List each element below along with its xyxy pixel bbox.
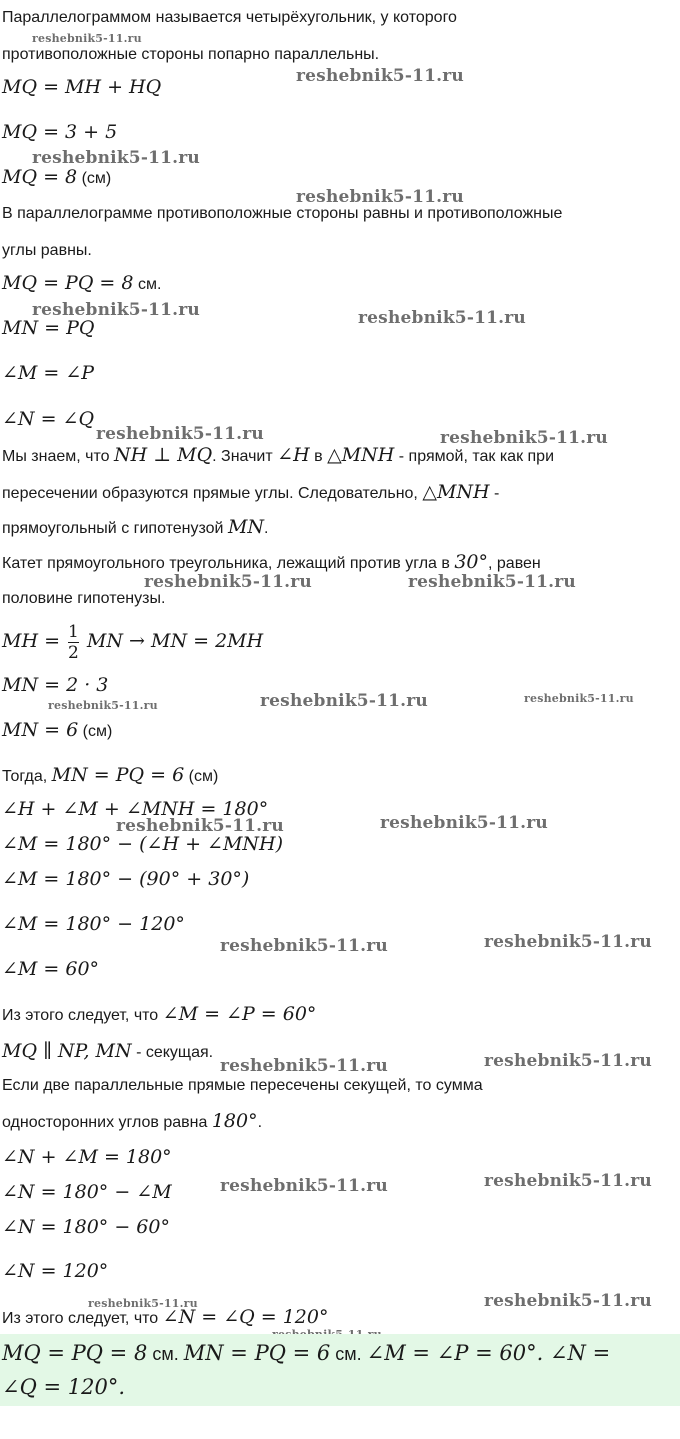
fraction-equation: MH = $\frac{1}{2}$ MN → MN = 2MH [2, 621, 264, 663]
watermark: reshebnik5-11.ru [358, 308, 526, 328]
answer-box [0, 1334, 680, 1406]
paragraph-line: Мы знаем, что NH ⊥ MQ. Значит ∠H в △MNH - прямой, так как при [2, 444, 555, 466]
equation-line [2, 166, 111, 190]
unit-text: (см) [81, 170, 112, 187]
equation: ∠M = 60° [2, 958, 100, 980]
paragraph-line: прямоугольный с гипотенузой MN. [2, 516, 269, 538]
watermark: reshebnik5-11.ru [440, 428, 608, 448]
equation: MN = PQ = 6 [51, 764, 185, 786]
equation: MQ = 3 + 5 [2, 121, 118, 143]
watermark: reshebnik5-11.ru [484, 932, 652, 952]
equation-line [2, 719, 112, 743]
equation: MN = 2 · 3 [2, 674, 109, 696]
watermark: reshebnik5-11.ru [296, 66, 464, 86]
watermark: reshebnik5-11.ru [220, 1056, 388, 1076]
watermark: reshebnik5-11.ru [484, 1171, 652, 1191]
equation-line: Тогда, MN = PQ = 6 (см) [2, 764, 219, 786]
equation: ∠M = 180° − (∠H + ∠MNH) [2, 833, 284, 855]
answer-line-2: ∠Q = 120°. [2, 1375, 126, 1399]
intro-line-2: противоположные стороны попарно параллельны. [2, 46, 380, 63]
equation: ∠N = 180° − 60° [2, 1216, 170, 1238]
paragraph-line: Из этого следует, что ∠M = ∠P = 60° [2, 1003, 317, 1025]
equation: ∠M = ∠P [2, 362, 95, 384]
watermark: reshebnik5-11.ru [296, 187, 464, 207]
watermark: reshebnik5-11.ru [144, 572, 312, 592]
answer-line-1: MQ = PQ = 8 см. MN = PQ = 6 см. ∠M = ∠P = 60°. ∠N = [2, 1341, 611, 1365]
watermark: reshebnik5-11.ru [48, 699, 158, 712]
equation: MQ = MH + HQ [2, 76, 162, 98]
equation: MQ = 8 [2, 166, 78, 188]
equation: ∠H + ∠M + ∠MNH = 180° [2, 798, 269, 820]
unit-text: (см) [188, 768, 219, 785]
watermark: reshebnik5-11.ru [32, 300, 200, 320]
equation: MQ = PQ = 8 [2, 272, 134, 294]
watermark: reshebnik5-11.ru [88, 1297, 198, 1310]
equation: ∠N = 120° [2, 1260, 109, 1282]
watermark: reshebnik5-11.ru [116, 816, 284, 836]
watermark: reshebnik5-11.ru [408, 572, 576, 592]
watermark: reshebnik5-11.ru [220, 936, 388, 956]
equation: ∠N = 180° − ∠M [2, 1181, 172, 1203]
watermark: reshebnik5-11.ru [32, 148, 200, 168]
paragraph-line: пересечении образуются прямые углы. Следовательно, △MNH - [2, 481, 500, 503]
watermark: reshebnik5-11.ru [380, 813, 548, 833]
paragraph-line: углы равны. [2, 242, 92, 259]
equation: MN = PQ [2, 317, 95, 339]
paragraph-line: В параллелограмме противоположные стороны равны и противоположные [2, 205, 563, 222]
paragraph-line: Из этого следует, что ∠N = ∠Q = 120° [2, 1306, 329, 1328]
watermark: reshebnik5-11.ru [96, 424, 264, 444]
watermark: reshebnik5-11.ru [484, 1291, 652, 1311]
unit-text: (см) [82, 723, 113, 740]
paragraph-line: половине гипотенузы. [2, 590, 166, 607]
watermark: reshebnik5-11.ru [484, 1051, 652, 1071]
paragraph-line: Катет прямоугольного треугольника, лежащий против угла в 30°, равен [2, 551, 541, 573]
paragraph-line: односторонних углов равна 180°. [2, 1110, 263, 1132]
equation: MN = 6 [2, 719, 79, 741]
paragraph-line: Если две параллельные прямые пересечены секущей, то сумма [2, 1077, 483, 1094]
unit-text: см. [137, 276, 162, 293]
watermark: reshebnik5-11.ru [220, 1176, 388, 1196]
paragraph-line: MQ ∥ NP, MN - секущая. [2, 1040, 214, 1062]
fraction: $\frac{1}{2}$ [68, 621, 79, 663]
watermark: reshebnik5-11.ru [260, 691, 428, 711]
equation: ∠N + ∠M = 180° [2, 1146, 172, 1168]
equation: ∠M = 180° − (90° + 30°) [2, 868, 250, 890]
watermark: reshebnik5-11.ru [32, 32, 142, 45]
watermark: reshebnik5-11.ru [524, 692, 634, 705]
equation: ∠M = 180° − 120° [2, 913, 185, 935]
equation: ∠N = ∠Q [2, 408, 95, 430]
equation-line [2, 272, 161, 296]
intro-line-1: Параллелограммом называется четырёхугольник, у которого [2, 9, 457, 26]
